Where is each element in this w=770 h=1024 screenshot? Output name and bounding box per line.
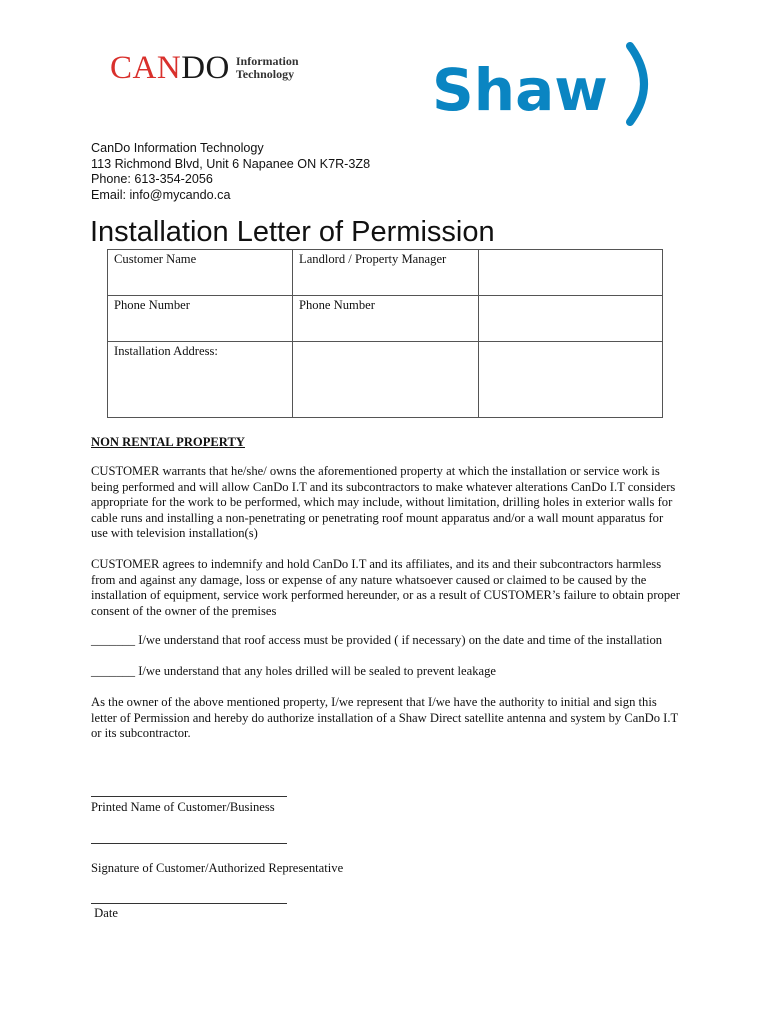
- date-line[interactable]: [91, 903, 287, 904]
- warranty-paragraph: [91, 464, 701, 542]
- signature-label: Signature of Customer/Authorized Representative: [91, 861, 344, 875]
- label: Customer Name: [114, 252, 197, 266]
- section-heading: NON RENTAL PROPERTY: [91, 435, 245, 449]
- company-phone: Phone: 613-354-2056: [91, 172, 213, 187]
- signature-line[interactable]: [91, 843, 287, 844]
- label: Phone Number: [299, 298, 375, 312]
- extra-field-1[interactable]: [479, 250, 663, 296]
- shaw-logo-text: Shaw: [432, 56, 608, 124]
- label: Installation Address:: [114, 344, 218, 358]
- customer-name-field[interactable]: [108, 250, 293, 296]
- text-line: CUSTOMER agrees to indemnify and hold CanDo I.T and its affiliates, and its and their subcontractors harmless: [91, 557, 662, 571]
- logo-sub1: Information: [235, 54, 299, 68]
- cando-logo: [110, 50, 299, 86]
- extra-field-2[interactable]: [479, 296, 663, 342]
- roof-access-initial[interactable]: _______ I/we understand that roof access must be provided ( if necessary) on the date and time of the installation: [91, 633, 663, 647]
- text-line: from and against any damage, loss or expense of any nature whatsoever caused or claimed to be caused by the: [91, 572, 647, 587]
- date-label: Date: [91, 906, 118, 920]
- customer-info-table: [107, 249, 663, 418]
- label: Phone Number: [114, 298, 190, 312]
- text-line: letter of Permission and hereby do authorize installation of a Shaw Direct satellite antenna and system by CanDo I.T: [91, 710, 679, 725]
- text-line: consent of the owner of the premises: [91, 603, 277, 618]
- installation-address-field[interactable]: [108, 342, 293, 418]
- printed-name-label: Printed Name of Customer/Business: [91, 800, 275, 814]
- address-field-3[interactable]: [479, 342, 663, 418]
- company-address: [91, 141, 370, 203]
- shaw-logo: [430, 42, 660, 126]
- logo-text-do: DO: [181, 49, 230, 86]
- indemnity-paragraph: [91, 557, 701, 619]
- text-line: appropriate for the work to be performed, which may include, without limitation, drilling holes in exterior walls for: [91, 495, 673, 510]
- logo-subtitle: [236, 55, 299, 81]
- label: Landlord / Property Manager: [299, 252, 447, 266]
- page-title: Installation Letter of Permission: [90, 216, 495, 248]
- text-line: use with television installation(s): [91, 526, 258, 541]
- text-line: being performed and will allow CanDo I.T and its subcontractors to make whatever alterations CanDo I.T considers: [91, 479, 676, 494]
- text-line: CUSTOMER warrants that he/she/ owns the aforementioned property at which the installation or service work is: [91, 464, 660, 478]
- shaw-arc: [630, 46, 644, 122]
- company-email: Email: info@mycando.ca: [91, 187, 231, 202]
- landlord-phone-field[interactable]: [293, 296, 479, 342]
- address-field-2[interactable]: [293, 342, 479, 418]
- logo-sub2: Technology: [235, 67, 295, 81]
- authorization-paragraph: [91, 695, 701, 742]
- holes-sealed-initial[interactable]: _______ I/we understand that any holes drilled will be sealed to prevent leakage: [91, 664, 496, 678]
- text-line: cable runs and installing a non-penetrating or penetrating roof mount apparatus and/or a wall mount apparatus for: [91, 510, 664, 525]
- text-line: As the owner of the above mentioned property, I/we represent that I/we have the authority to initial and sign this: [91, 695, 657, 709]
- logo-text-can: CAN: [110, 49, 182, 86]
- text-line: or its subcontractor.: [91, 726, 191, 741]
- company-name: CanDo Information Technology: [91, 141, 264, 155]
- company-street: 113 Richmond Blvd, Unit 6 Napanee ON K7R-3Z8: [91, 156, 371, 171]
- customer-phone-field[interactable]: [108, 296, 293, 342]
- landlord-field[interactable]: [293, 250, 479, 296]
- printed-name-line[interactable]: [91, 796, 287, 797]
- text-line: installation of equipment, service work performed hereunder, or as a result of CUSTOMER’s failure to obtain proper: [91, 588, 680, 603]
